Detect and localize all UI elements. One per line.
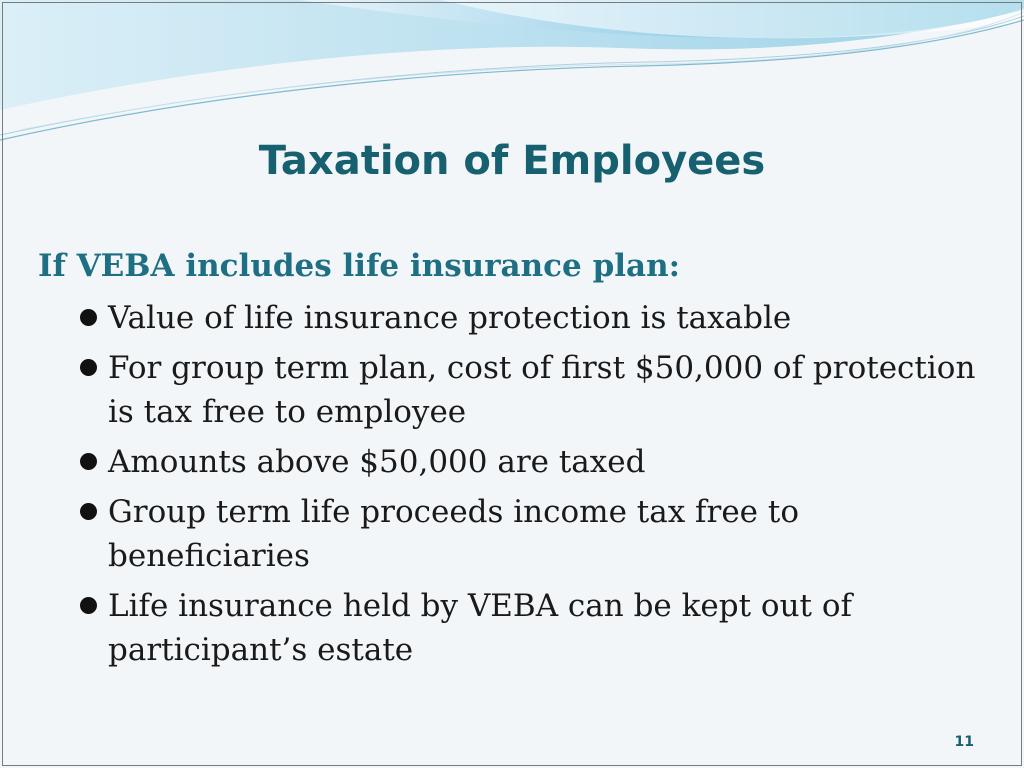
- bullet-text: For group term plan, cost of first $50,000 of protection is tax free to employee: [108, 350, 976, 430]
- bullet-dot-icon: [80, 453, 97, 470]
- bullet-dot-icon: [80, 309, 97, 326]
- bullet-item: [78, 346, 998, 434]
- page-number: 11: [954, 734, 974, 750]
- bullet-text: Group term life proceeds income tax free to beneficiaries: [108, 494, 800, 574]
- slide-title: Taxation of Employees: [258, 138, 766, 184]
- slide-content: [38, 244, 998, 678]
- bullet-item: [78, 584, 998, 672]
- section-heading: If VEBA includes life insurance plan:: [38, 248, 681, 284]
- bullet-dot-icon: [80, 359, 97, 376]
- decorative-wave-header: [0, 0, 1024, 160]
- bullet-text: Amounts above $50,000 are taxed: [108, 444, 646, 480]
- bullet-dot-icon: [80, 597, 97, 614]
- bullet-text: Value of life insurance protection is taxable: [108, 300, 792, 336]
- bullet-item: [78, 440, 998, 484]
- bullet-dot-icon: [80, 503, 97, 520]
- bullet-item: [78, 296, 998, 340]
- bullet-item: [78, 490, 998, 578]
- bullet-text: Life insurance held by VEBA can be kept out of participant’s estate: [108, 588, 852, 668]
- bullet-list: [38, 296, 998, 672]
